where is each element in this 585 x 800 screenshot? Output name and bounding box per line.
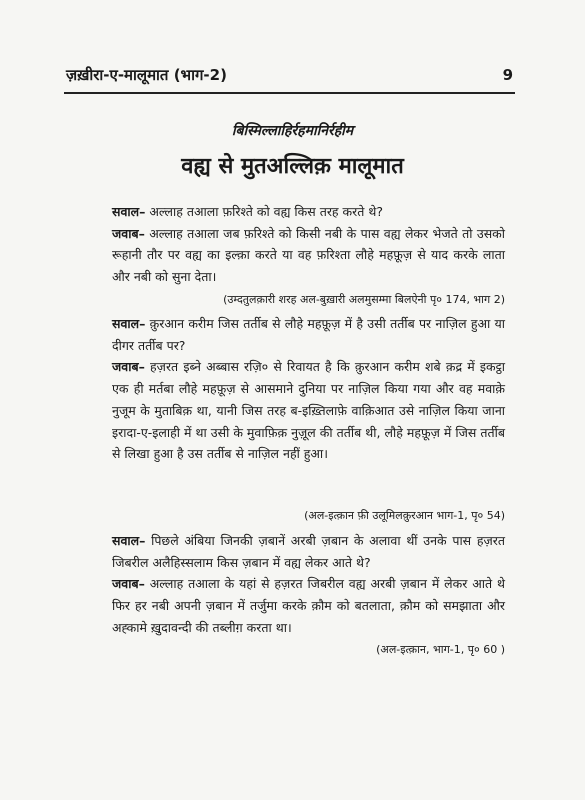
book-title: ज़ख़ीरा-ए-मालूमात (भाग-2) <box>66 66 227 84</box>
chapter-title: वह्य से मुतअल्लिक़ मालूमात <box>181 154 404 179</box>
question-label: सवाल– <box>112 316 146 331</box>
answer-text: अल्लाह तआला के यहां से हज़रत जिबरील वह्य अरबी ज़बान में लेकर आते थे फिर हर नबी अपनी ज़बान में तर्जुमा करके क़ौम को बतलाता, क़ौम को समझाता और अह्कामे ख़ुदावन्दी की तब्लीग़ करता था। <box>112 576 505 635</box>
answer <box>84 356 505 465</box>
answer-text: हज़रत इब्ने अब्बास रज़ि० से रिवायत है कि क़ुरआन करीम शबे क़द्र में इकट्ठा एक ही मर्तबा लौहे महफ़ूज़ से आसमाने दुनिया पर नाज़िल किया गया और वह मवाक़े नुजूम के मुताबिक़ था, यानी जिस तरह ब-इख़्तिलाफ़े वाक़िआत उसे नाज़िल किया जाना इरादा-ए-इलाही में था उसी के मुवाफ़िक़ नुज़ूल की तर्तीब थी, लौहे महफ़ूज़ में जिस तर्तीब से लिखा हुआ है उस तर्तीब से नाज़िल नहीं हुआ। <box>112 359 505 462</box>
question-label: सवाल– <box>112 204 146 219</box>
answer-label: जवाब– <box>112 359 145 375</box>
question-text: अल्लाह तआला फ़रिश्ते को वह्य किस तरह करते थे? <box>149 204 383 219</box>
question-text: पिछले अंबिया जिनकी ज़बानें अरबी ज़बान के अलावा थीं उनके पास हज़रत जिबरील अलैहिस्सलाम किस ज़बान में वह्य लेकर आते थे? <box>112 533 505 570</box>
basmala: बिस्मिल्लाहिर्रहमानिर्रहीम <box>231 123 354 139</box>
header-rule <box>64 92 515 94</box>
question-label: सवाल– <box>112 533 146 548</box>
question <box>84 201 505 223</box>
citation: (अल-इत्क़ान फ़ी उलूमिलक़ुरआन भाग-1, पृ० 54) <box>304 509 505 522</box>
answer-label: जवाब– <box>112 576 145 592</box>
qa-block-1 <box>84 201 505 288</box>
page-number: 9 <box>502 66 513 84</box>
answer-label: जवाब– <box>112 225 145 241</box>
question <box>84 313 505 356</box>
citation: (उम्दतुलक़ारी शरह अल-बुख़ारी अलमुसम्मा बिलऐनी पृ० 174, भाग 2) <box>223 293 505 306</box>
running-header <box>66 62 513 88</box>
question-text: क़ुरआन करीम जिस तर्तीब से लौहे महफ़ूज़ में है उसी तर्तीब पर नाज़िल हुआ या दीगर तर्तीब पर? <box>112 316 505 353</box>
answer-text: अल्लाह तआला जब फ़रिश्ते को किसी नबी के पास वह्य लेकर भेजते तो उसको रूहानी तौर पर वह्य का इल्क़ा करते या वह फ़रिश्ता लौहे महफ़ूज़ से याद करके लाता और नबी को सुना देता। <box>112 225 505 285</box>
citation: (अल-इत्क़ान, भाग-1, पृ० 60 ) <box>376 643 505 656</box>
answer <box>84 573 505 638</box>
qa-block-3 <box>84 530 505 639</box>
qa-block-2 <box>84 313 505 465</box>
question <box>84 530 505 573</box>
answer <box>84 223 505 288</box>
